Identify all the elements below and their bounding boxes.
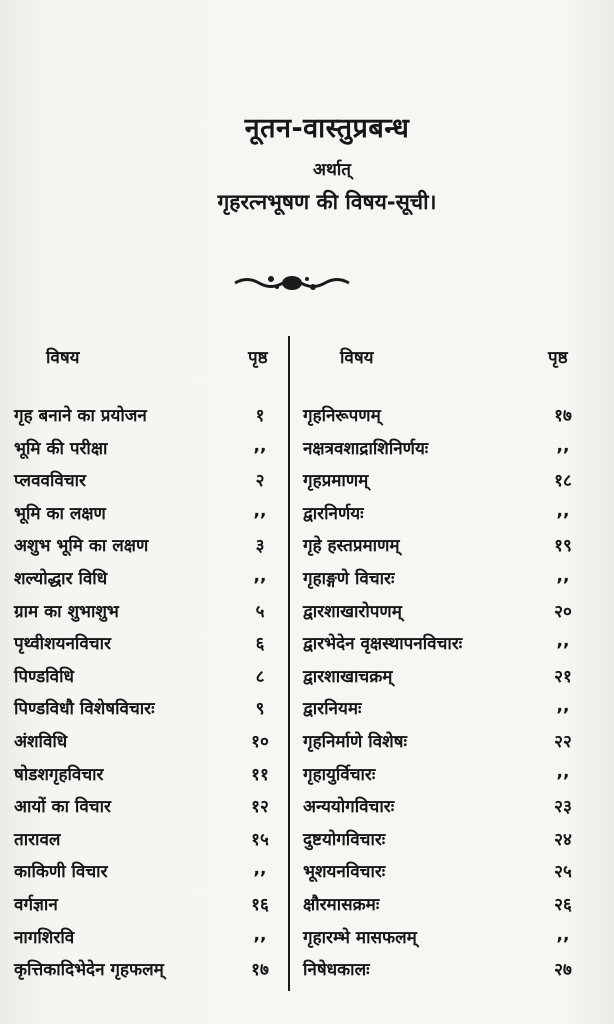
toc-entry-page: ११: [251, 764, 269, 785]
toc-entry-page: २७: [554, 960, 572, 981]
toc-entry: [14, 827, 284, 857]
toc-entry-subject: द्वारनियमः: [303, 699, 362, 720]
toc-entry-page: १८: [554, 471, 572, 492]
right-page-heading: पृष्ठ: [548, 348, 568, 368]
toc-entry-page: १७: [554, 406, 572, 426]
toc-entry-page: ,,: [253, 924, 267, 945]
toc-entry-subject: गृहारम्भे मासफलम्: [303, 927, 417, 948]
left-page-heading: पृष्ठ: [248, 348, 268, 368]
toc-entry-subject: षोडशगृहविचार: [14, 764, 104, 785]
column-divider: [288, 336, 290, 991]
toc-entry-subject: आयों का विचार: [14, 797, 111, 818]
toc-entry: [14, 533, 284, 563]
toc-entry-page: १७: [251, 960, 269, 981]
toc-entry-page: ,,: [556, 761, 570, 782]
toc-entry: [14, 892, 284, 922]
toc-entry-subject: पृथ्वीशयनविचार: [14, 634, 111, 655]
toc-entry: [14, 794, 284, 824]
toc-entry: [14, 762, 284, 792]
toc-entry: [303, 468, 593, 498]
toc-entry-subject: अन्ययोगविचारः: [303, 797, 395, 818]
toc-entry-subject: कृत्तिकादिभेदेन गृहफलम्: [14, 960, 164, 981]
toc-entry: [303, 762, 593, 792]
toc-entry-page: ९: [255, 699, 265, 720]
left-subject-heading: विषय: [46, 348, 80, 368]
toc-entry-page: २५: [554, 862, 572, 883]
toc-entry-page: १९: [554, 536, 572, 557]
toc-entry-page: १०: [251, 732, 269, 752]
toc-entry-page: ५: [255, 601, 265, 622]
toc-entry-subject: गृहनिरूपणम्: [303, 406, 381, 426]
page-header: [0, 108, 614, 216]
toc-entry: [303, 892, 593, 922]
toc-entry: [303, 436, 593, 466]
toc-entry-subject: अंशविधि: [14, 732, 68, 752]
toc-entry-subject: पिण्डविधि: [14, 666, 74, 687]
toc-entry: [303, 664, 593, 694]
toc-entry: [14, 599, 284, 629]
toc-entry: [303, 957, 593, 987]
toc-entry-page: ३: [255, 536, 265, 557]
toc-entry-page: १२: [251, 797, 269, 818]
toc-entry-subject: गृहनिर्माणे विशेषः: [303, 732, 407, 752]
toc-entry: [303, 403, 593, 433]
toc-entry-page: १५: [251, 829, 269, 850]
toc-entry-page: ,,: [556, 924, 570, 945]
toc-entry-subject: काकिणी विचार: [14, 862, 108, 883]
toc-entry: [14, 925, 284, 955]
toc-entry-page: २४: [554, 829, 572, 850]
toc-entry-page: ,,: [556, 500, 570, 521]
toc-entry-subject: भूमि का लक्षण: [14, 503, 106, 524]
toc-entry: [303, 696, 593, 726]
toc-entry-page: ,,: [253, 500, 267, 521]
ornament-divider-icon: [233, 272, 351, 294]
toc-entry-page: २३: [554, 797, 572, 818]
toc-entry: [303, 859, 593, 889]
toc-entry: [303, 729, 593, 759]
toc-entry: [303, 827, 593, 857]
toc-entry: [303, 501, 593, 531]
book-title: नूतन-वास्तुप्रबन्ध: [244, 113, 410, 144]
toc-entry-page: २०: [554, 601, 572, 622]
toc-entry-subject: गृहाङ्गणे विचारः: [303, 569, 395, 589]
toc-entry-page: ६: [255, 634, 265, 655]
toc-entry: [14, 468, 284, 498]
toc-entry-page: ,,: [253, 859, 267, 880]
toc-entry-subject: गृहे हस्तप्रमाणम्: [303, 536, 400, 557]
toc-entry-page: ,,: [556, 566, 570, 586]
toc-entry-subject: पिण्डविधौ विशेषविचारः: [14, 699, 155, 720]
toc-entry: [14, 696, 284, 726]
toc-entry: [14, 436, 284, 466]
toc-entry-page: १६: [251, 895, 269, 915]
toc-entry-subject: द्वारशाखाचक्रम्: [303, 666, 393, 687]
toc-entry-subject: नक्षत्रवशाद्राशिनिर्णयः: [303, 438, 429, 459]
toc-entry: [14, 957, 284, 987]
toc-entry-page: ८: [255, 666, 265, 687]
toc-entry: [14, 501, 284, 531]
toc-entry-subject: प्लववविचार: [14, 471, 86, 492]
toc-entry-page: २: [255, 471, 265, 492]
toc-entry-page: ,,: [556, 631, 570, 652]
right-subject-heading: विषय: [340, 348, 374, 368]
toc-entry-page: २६: [554, 895, 572, 915]
toc-entry-subject: अशुभ भूमि का लक्षण: [14, 536, 149, 557]
toc-entry-subject: तारावल: [14, 829, 61, 850]
toc-entry: [303, 631, 593, 661]
toc-entry-page: ,,: [556, 435, 570, 456]
toc-entry: [303, 533, 593, 563]
toc-entry-subject: निषेधकालः: [303, 960, 370, 981]
toc-entry-page: ,,: [253, 566, 267, 586]
toc-entry-page: २२: [554, 732, 572, 752]
toc-entry: [14, 859, 284, 889]
toc-entry: [303, 599, 593, 629]
toc-entry-subject: वर्गज्ञान: [14, 895, 58, 915]
book-subtitle: अर्थात्: [313, 160, 351, 180]
toc-entry: [303, 794, 593, 824]
toc-entry: [14, 729, 284, 759]
toc-entry-subject: द्वारभेदेन वृक्षस्थापनविचारः: [303, 634, 463, 655]
toc-entry-subject: गृहप्रमाणम्: [303, 471, 369, 492]
toc-entry: [14, 631, 284, 661]
toc-entry-subject: भूशयनविचारः: [303, 862, 386, 883]
toc-entry-subject: ग्राम का शुभाशुभ: [14, 601, 119, 622]
toc-entry-page: २१: [554, 666, 572, 687]
toc-entry-subject: नागशिरवि: [14, 927, 75, 948]
toc-entry-page: ,,: [556, 696, 570, 717]
toc-entry: [303, 925, 593, 955]
toc-entry-subject: क्षौरमासक्रमः: [303, 895, 380, 915]
toc-entry: [14, 664, 284, 694]
toc-entry: [14, 403, 284, 433]
toc-entry: [14, 566, 284, 596]
toc-entry-subject: द्वारनिर्णयः: [303, 503, 364, 524]
toc-entry: [303, 566, 593, 596]
toc-entry-subject: दुष्टयोगविचारः: [303, 829, 386, 850]
toc-entry-subject: शल्योद्धार विधि: [14, 569, 108, 589]
toc-entry-subject: गृह बनाने का प्रयोजन: [14, 406, 147, 426]
toc-entry-page: १: [255, 406, 265, 426]
toc-entry-subject: गृहायुर्विचारः: [303, 764, 376, 785]
toc-entry-page: ,,: [253, 435, 267, 456]
toc-entry-subject: द्वारशाखारोपणम्: [303, 601, 402, 622]
toc-entry-subject: भूमि की परीक्षा: [14, 438, 108, 459]
toc-title: गृहरत्नभूषण की विषय-सूची।: [217, 190, 437, 214]
